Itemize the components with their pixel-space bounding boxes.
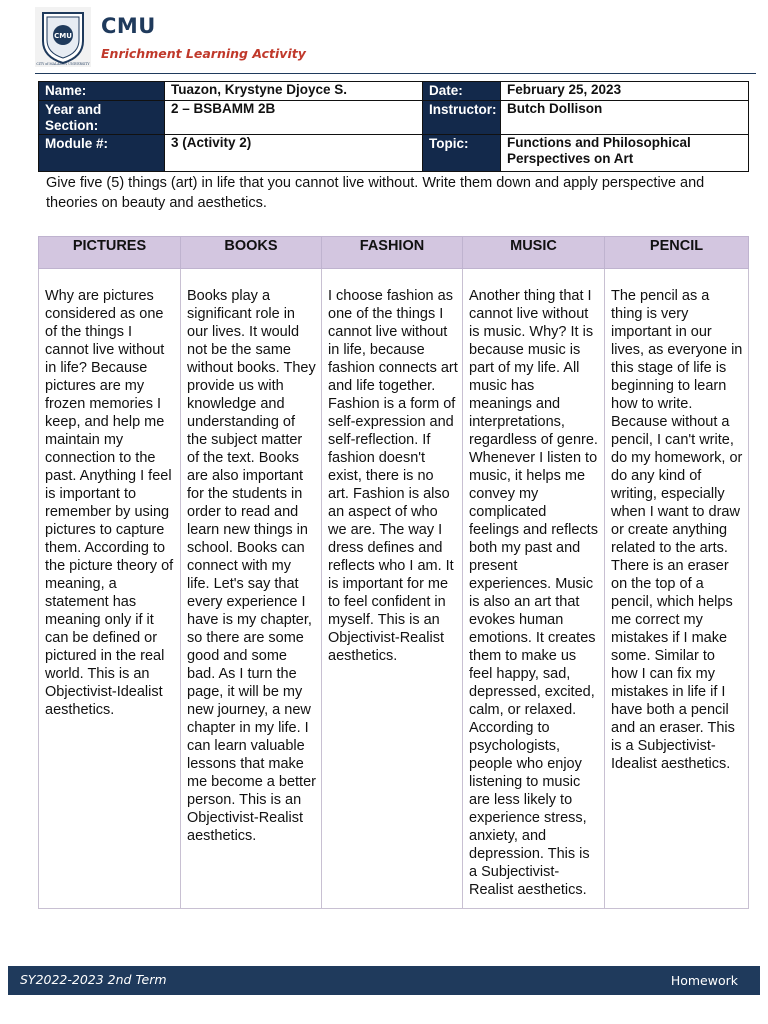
- module-value: 3 (Activity 2): [165, 135, 423, 172]
- university-seal-logo: [35, 7, 91, 67]
- header-divider: [35, 73, 756, 74]
- column-header-pictures: PICTURES: [39, 237, 181, 269]
- cell-books: Books play a significant role in our lives. It would not be the same without books. They provide us with knowledge and understanding of the subject matter of the text. Books are also important for the students in order to read and learn new things in school. Books can connect with my life. Let's say that every experience I have is my chapter, so there are some good and some bad. As I turn the page, it will be my new journey, a new chapter in my life. I can learn valuable lessons that make me become a better person. This is an Objectivist-Realist aesthetics.: [181, 269, 322, 909]
- seal-bottom-text: CITY of MALABON UNIVERSITY: [36, 62, 90, 66]
- cell-music: Another thing that I cannot live without is music. Why? It is because music is part of my life. All music has meanings and interpretations, regardless of genre. Whenever I listen to music, it helps me convey my complicated feelings and reflects both my past and present experiences. Music is also an art that evokes human emotions. It creates them to make us feel happy, sad, depressed, excited, calm, or relaxed. According to psychologists, people who enjoy listening to music are less likely to experience stress, anxiety, and depression. This is a Subjectivist-Realist aesthetics.: [463, 269, 605, 909]
- footer-bar: [8, 966, 760, 995]
- cell-fashion: I choose fashion as one of the things I cannot live without in life, because fashion connects art and life together. Fashion is a form of self-expression and self-reflection. If fashion doesn't exist, there is no art. Fashion is also an aspect of who we are. The way I dress defines and reflects who I am. It is important for me to feel confident in myself. This is an Objectivist-Realist aesthetics.: [322, 269, 463, 909]
- instructor-value: Butch Dollison: [501, 101, 749, 135]
- brand-subtitle: Enrichment Learning Activity: [101, 46, 306, 61]
- year-section-value: 2 – BSBAMM 2B: [165, 101, 423, 135]
- date-label: Date:: [423, 82, 501, 101]
- aesthetics-table: [38, 236, 749, 909]
- year-section-label: Year and Section:: [39, 101, 165, 135]
- cell-pencil: The pencil as a thing is very important in our lives, as everyone in this stage of life is beginning to learn how to write. Because without a pencil, I can't write, do my homework, or do any kind of writing, especially when I want to draw or create anything related to the arts. There is an eraser on the top of a pencil, which helps me correct my mistakes if I make some. Similar to how I can fix my mistakes in life if I have both a pencil and an eraser. This is a Subjectivist-Idealist aesthetics.: [605, 269, 749, 909]
- topic-value: Functions and Philosophical Perspectives on Art: [501, 135, 749, 172]
- brand-title: CMU: [101, 14, 156, 38]
- column-header-music: MUSIC: [463, 237, 605, 269]
- instructions-text: Give five (5) things (art) in life that you cannot live without. Write them down and apply perspective and theories on beauty and aesthetics.: [46, 175, 705, 211]
- module-label: Module #:: [39, 135, 165, 172]
- footer-type: Homework: [670, 973, 738, 988]
- topic-label: Topic:: [423, 135, 501, 172]
- date-value: February 25, 2023: [501, 82, 749, 101]
- name-label: Name:: [39, 82, 165, 101]
- footer-term: SY2022-2023 2nd Term: [20, 972, 167, 987]
- instructor-label: Instructor:: [423, 101, 501, 135]
- name-value: Tuazon, Krystyne Djoyce S.: [165, 82, 423, 101]
- cell-pictures: Why are pictures considered as one of the things I cannot live without in life? Because pictures are my frozen memories I keep, and help me maintain my connection to the past. Anything I feel is important to remember by using pictures to capture them. According to the picture theory of meaning, a statement has meaning only if it can be defined or pictured in the real world. This is an Objectivist-Idealist aesthetics.: [39, 269, 181, 909]
- column-header-pencil: PENCIL: [605, 237, 749, 269]
- column-header-books: BOOKS: [181, 237, 322, 269]
- column-header-fashion: FASHION: [322, 237, 463, 269]
- student-info-table: [38, 81, 749, 172]
- seal-text: CMU: [54, 32, 72, 40]
